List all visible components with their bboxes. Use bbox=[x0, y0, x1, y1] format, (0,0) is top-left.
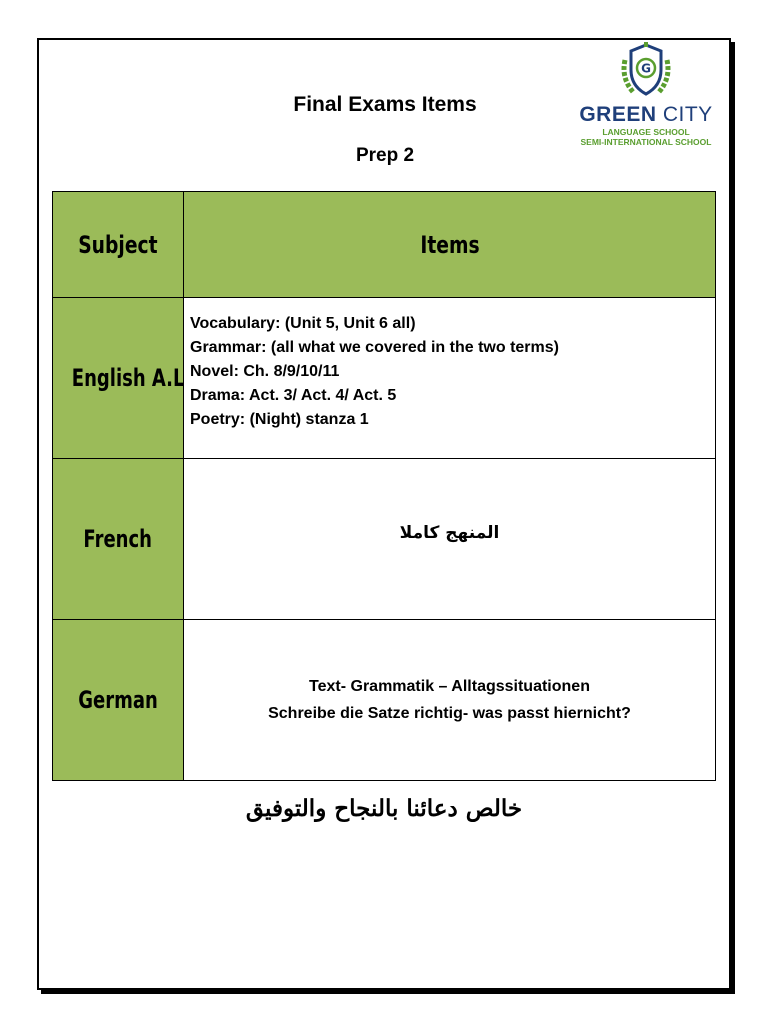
logo-name-green: GREEN bbox=[579, 103, 657, 126]
subject-label: English A.L bbox=[71, 364, 185, 392]
items-cell-english bbox=[184, 298, 716, 459]
logo-name-city: CITY bbox=[662, 103, 713, 126]
english-item: Novel: Ch. 8/9/10/11 bbox=[190, 363, 340, 380]
svg-text:G: G bbox=[641, 61, 651, 76]
logo-school-name bbox=[565, 104, 727, 126]
table-row bbox=[53, 620, 716, 781]
table-header-row bbox=[53, 192, 716, 298]
subject-label: French bbox=[83, 525, 153, 553]
german-item: Text- Grammatik – Alltagssituationen bbox=[309, 678, 590, 695]
shield-laurel-emblem-icon bbox=[617, 42, 675, 100]
school-logo bbox=[565, 40, 727, 165]
items-cell-german bbox=[184, 620, 716, 781]
english-item: Vocabulary: (Unit 5, Unit 6 all) bbox=[190, 315, 416, 332]
subject-header-label: Subject bbox=[78, 230, 158, 259]
french-item: المنهج كاملا bbox=[399, 523, 500, 543]
table-row bbox=[53, 459, 716, 620]
table-row bbox=[53, 298, 716, 459]
english-item: Poetry: (Night) stanza 1 bbox=[190, 411, 369, 428]
document-title: Final Exams Items bbox=[293, 93, 477, 116]
items-header-label: Items bbox=[419, 230, 480, 259]
subject-label: German bbox=[78, 686, 158, 714]
items-column-header bbox=[184, 192, 716, 298]
subject-cell-english bbox=[53, 298, 184, 459]
subject-cell-german bbox=[53, 620, 184, 781]
subject-cell-french bbox=[53, 459, 184, 620]
exam-items-table bbox=[52, 191, 716, 781]
english-item: Drama: Act. 3/ Act. 4/ Act. 5 bbox=[190, 387, 397, 404]
grade-label: Prep 2 bbox=[355, 145, 415, 166]
english-item: Grammar: (all what we covered in the two terms) bbox=[190, 339, 559, 356]
german-item: Schreibe die Satze richtig- was passt hiernicht? bbox=[268, 705, 631, 722]
logo-subtitle-semi-international: SEMI-INTERNATIONAL SCHOOL bbox=[580, 137, 712, 147]
items-cell-french bbox=[184, 459, 716, 620]
subject-column-header bbox=[53, 192, 184, 298]
logo-subtitle-language: LANGUAGE SCHOOL bbox=[602, 127, 690, 137]
closing-wishes: خالص دعائنا بالنجاح والتوفيق bbox=[245, 795, 523, 822]
